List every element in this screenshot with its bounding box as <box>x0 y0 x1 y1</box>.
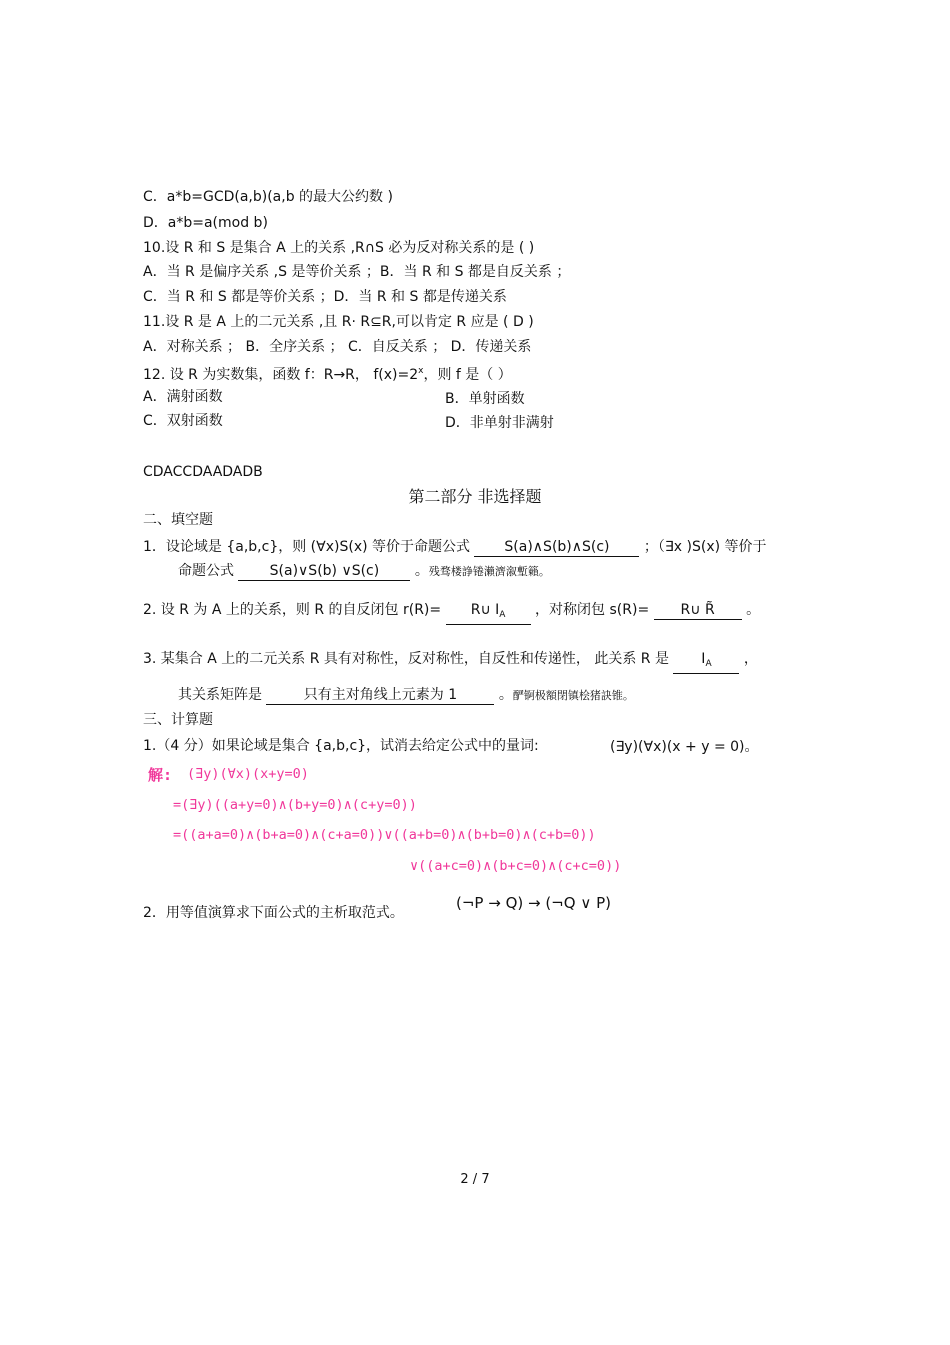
solution-label: 解: <box>148 766 173 784</box>
q12-option-c: C．双射函数 <box>143 413 223 429</box>
fill-q1-line2 <box>178 562 550 581</box>
fill-in-heading: 二、填空题 <box>143 512 213 528</box>
q10-stem: 10.设 R 和 S 是集合 A 上的关系 ,R∩S 必为反对称关系的是 ( ) <box>143 240 535 256</box>
fill-q1-line2-pre: 命题公式 <box>178 563 239 579</box>
answer-key: CDACCDAADADB <box>143 464 263 480</box>
fill-q2-answer2: R∪ R̃ <box>654 601 742 620</box>
fill-q2-mid: ，对称闭包 s(R)= <box>535 602 654 618</box>
q12-stem-post: ，则 f 是（ ） <box>423 367 512 383</box>
q12-stem-pre: 12. 设 R 为实数集，函数 f：R→R， f(x)=2 <box>143 367 419 383</box>
calc-q1-text: 1.（4 分）如果论域是集合 {a,b,c}，试消去给定公式中的量词: <box>143 738 539 754</box>
q12-option-a: A．满射函数 <box>143 389 223 405</box>
q12-option-b: B．单射函数 <box>445 391 525 407</box>
solution-line-4: ∨((a+c=0)∧(b+c=0)∧(c+c=0)) <box>410 858 622 874</box>
q11-options: A．对称关系 ； B．全序关系 ； C．自反关系 ； D．传递关系 <box>143 339 532 355</box>
solution-line-2: =(∃y)((a+y=0)∧(b+y=0)∧(c+y=0)) <box>173 797 417 813</box>
fill-q1-line2-post: 。 <box>414 563 429 579</box>
fill-q2-answer1-sub: A <box>499 610 506 620</box>
calc-q1-stem <box>143 737 539 755</box>
fill-q3-answer-sub: A <box>705 659 712 669</box>
page-number: 2 / 7 <box>460 1172 490 1187</box>
fill-q1-line1 <box>143 538 767 557</box>
q12-stem <box>143 362 512 384</box>
calc-q1-formula: (∃y)(∀x)(x + y = 0)。 <box>610 739 759 755</box>
fill-q3-line2-pre: 其关系矩阵是 <box>178 687 267 703</box>
fill-q3-pre: 3. 某集合 A 上的二元关系 R 具有对称性，反对称性，自反性和传递性， 此关系 R 是 <box>143 651 674 667</box>
calc-heading: 三、计算题 <box>143 712 213 728</box>
q12-option-d: D．非单射非满射 <box>445 415 554 431</box>
fill-q3-post: ， <box>743 651 758 667</box>
q12-superscript: x <box>418 366 424 376</box>
solution-line-3: =((a+a=0)∧(b+a=0)∧(c+a=0))∨((a+b=0)∧(b+b=0)∧(c+b=0)) <box>173 827 596 843</box>
calc-q2-formula: (¬P → Q) → (¬Q ∨ P) <box>456 894 611 912</box>
fill-q1-pre: 1．设论域是 {a,b,c}，则 (∀x)S(x) 等价于命题公式 <box>143 539 475 555</box>
q9-option-c: C．a*b=GCD(a,b)(a,b 的最大公约数 ) <box>143 189 393 205</box>
fill-q3-noise: 酽锕极額閉镇桧猪訣锥。 <box>512 689 634 702</box>
fill-q3-answer <box>673 650 739 674</box>
fill-q1-noise: 残骛楼諍锩瀨濟溆塹籟。 <box>428 565 550 578</box>
fill-q2-post: 。 <box>746 602 761 618</box>
q10-options-ab: A．当 R 是偏序关系 ,S 是等价关系 ；B．当 R 和 S 都是自反关系 ； <box>143 264 571 280</box>
fill-q3-line1 <box>143 650 758 674</box>
fill-q2-pre: 2. 设 R 为 A 上的关系，则 R 的自反闭包 r(R)= <box>143 602 446 618</box>
fill-q2-answer1-text: R∪ I <box>470 602 500 618</box>
q10-options-cd: C．当 R 和 S 都是等价关系 ；D．当 R 和 S 都是传递关系 <box>143 289 507 305</box>
q9-option-d: D．a*b=a(mod b) <box>143 215 268 231</box>
fill-q2 <box>143 601 760 625</box>
fill-q3-line2 <box>178 686 634 705</box>
fill-q3-answer-text: I <box>701 651 706 667</box>
calc-q2-stem: 2．用等值演算求下面公式的主析取范式。 <box>143 905 404 921</box>
q11-stem: 11.设 R 是 A 上的二元关系 ,且 R· R⊆R,可以肯定 R 应是 ( D ) <box>143 314 534 330</box>
fill-q3-answer2: 只有主对角线上元素为 1 <box>266 686 494 705</box>
part2-title: 第二部分 非选择题 <box>408 487 542 506</box>
fill-q3-line2-post: 。 <box>498 687 513 703</box>
solution-line-1: (∃y)(∀x)(x+y=0) <box>187 766 309 782</box>
fill-q2-answer1 <box>446 601 531 625</box>
fill-q1-mid: ；（∃x )S(x) 等价于 <box>643 539 767 555</box>
fill-q1-answer1: S(a)∧S(b)∧S(c) <box>474 538 639 557</box>
fill-q1-answer2: S(a)∨S(b) ∨S(c) <box>238 562 410 581</box>
